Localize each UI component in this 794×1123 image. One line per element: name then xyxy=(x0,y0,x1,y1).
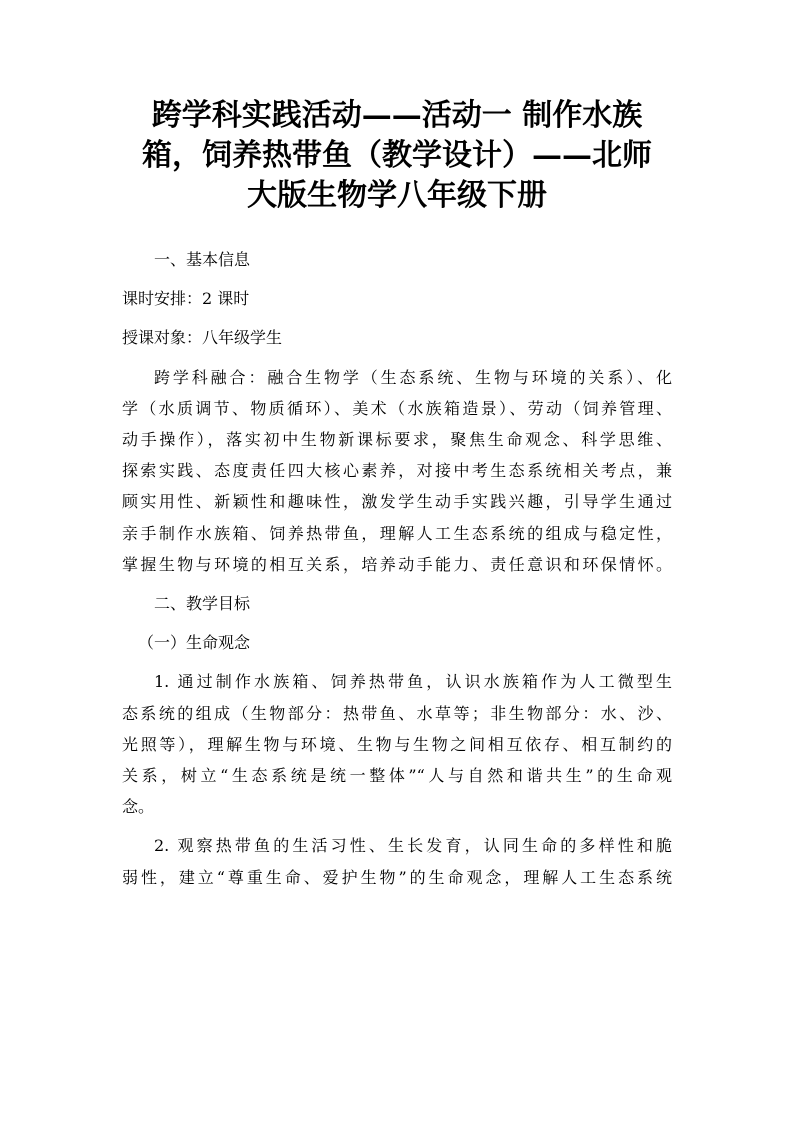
subsection-heading-life-concept: （一）生命观念 xyxy=(138,633,251,653)
integration-paragraph xyxy=(122,362,672,580)
paragraph-line: 学（水质调节、物质循环）、美术（水族箱造景）、劳动（饲养管理、 xyxy=(122,398,672,418)
paragraph-line: 弱性，建立“尊重生命、爱护生物”的生命观念，理解人工生态系统 xyxy=(122,867,672,887)
paragraph-line: 掌握生物与环境的相互关系，培养动手能力、责任意识和环保情怀。 xyxy=(122,554,672,574)
goal-item-2 xyxy=(122,830,672,892)
section-heading-teaching-goals: 二、教学目标 xyxy=(154,594,251,614)
title-line-3: 大版生物学八年级下册 xyxy=(247,178,547,213)
paragraph-line: 探索实践、态度责任四大核心素养，对接中考生态系统相关考点，兼 xyxy=(122,461,672,481)
paragraph-line: 亲手制作水族箱、饲养热带鱼，理解人工生态系统的组成与稳定性， xyxy=(122,523,672,543)
paragraph-line: 光照等），理解生物与环境、生物与生物之间相互依存、相互制约的 xyxy=(122,734,672,754)
title-line-2: 箱，饲养热带鱼（教学设计）——北师 xyxy=(142,138,652,173)
paragraph-line: 关系，树立“生态系统是统一整体”“人与自然和谐共生”的生命观 xyxy=(122,766,672,786)
paragraph-line: 顾实用性、新颖性和趣味性，激发学生动手实践兴趣，引导学生通过 xyxy=(122,492,672,512)
paragraph-line: 1. 通过制作水族箱、饲养热带鱼，认识水族箱作为人工微型生 xyxy=(154,672,672,692)
paragraph-line: 跨学科融合：融合生物学（生态系统、生物与环境的关系）、化 xyxy=(154,367,672,387)
title-line-1: 跨学科实践活动——活动一 制作水族 xyxy=(151,98,643,133)
paragraph-line: 动手操作），落实初中生物新课标要求，聚焦生命观念、科学思维、 xyxy=(122,430,672,450)
paragraph-line: 念。 xyxy=(122,797,155,817)
class-hours: 课时安排：2 课时 xyxy=(122,289,250,309)
paragraph-line: 2. 观察热带鱼的生活习性、生长发育，认同生命的多样性和脆 xyxy=(154,836,672,856)
goal-item-1 xyxy=(122,666,672,822)
paragraph-line: 态系统的组成（生物部分：热带鱼、水草等；非生物部分：水、沙、 xyxy=(122,703,672,723)
document-title xyxy=(114,96,680,216)
document-body xyxy=(122,244,672,893)
audience: 授课对象：八年级学生 xyxy=(122,328,283,348)
section-heading-basic-info: 一、基本信息 xyxy=(154,250,251,269)
